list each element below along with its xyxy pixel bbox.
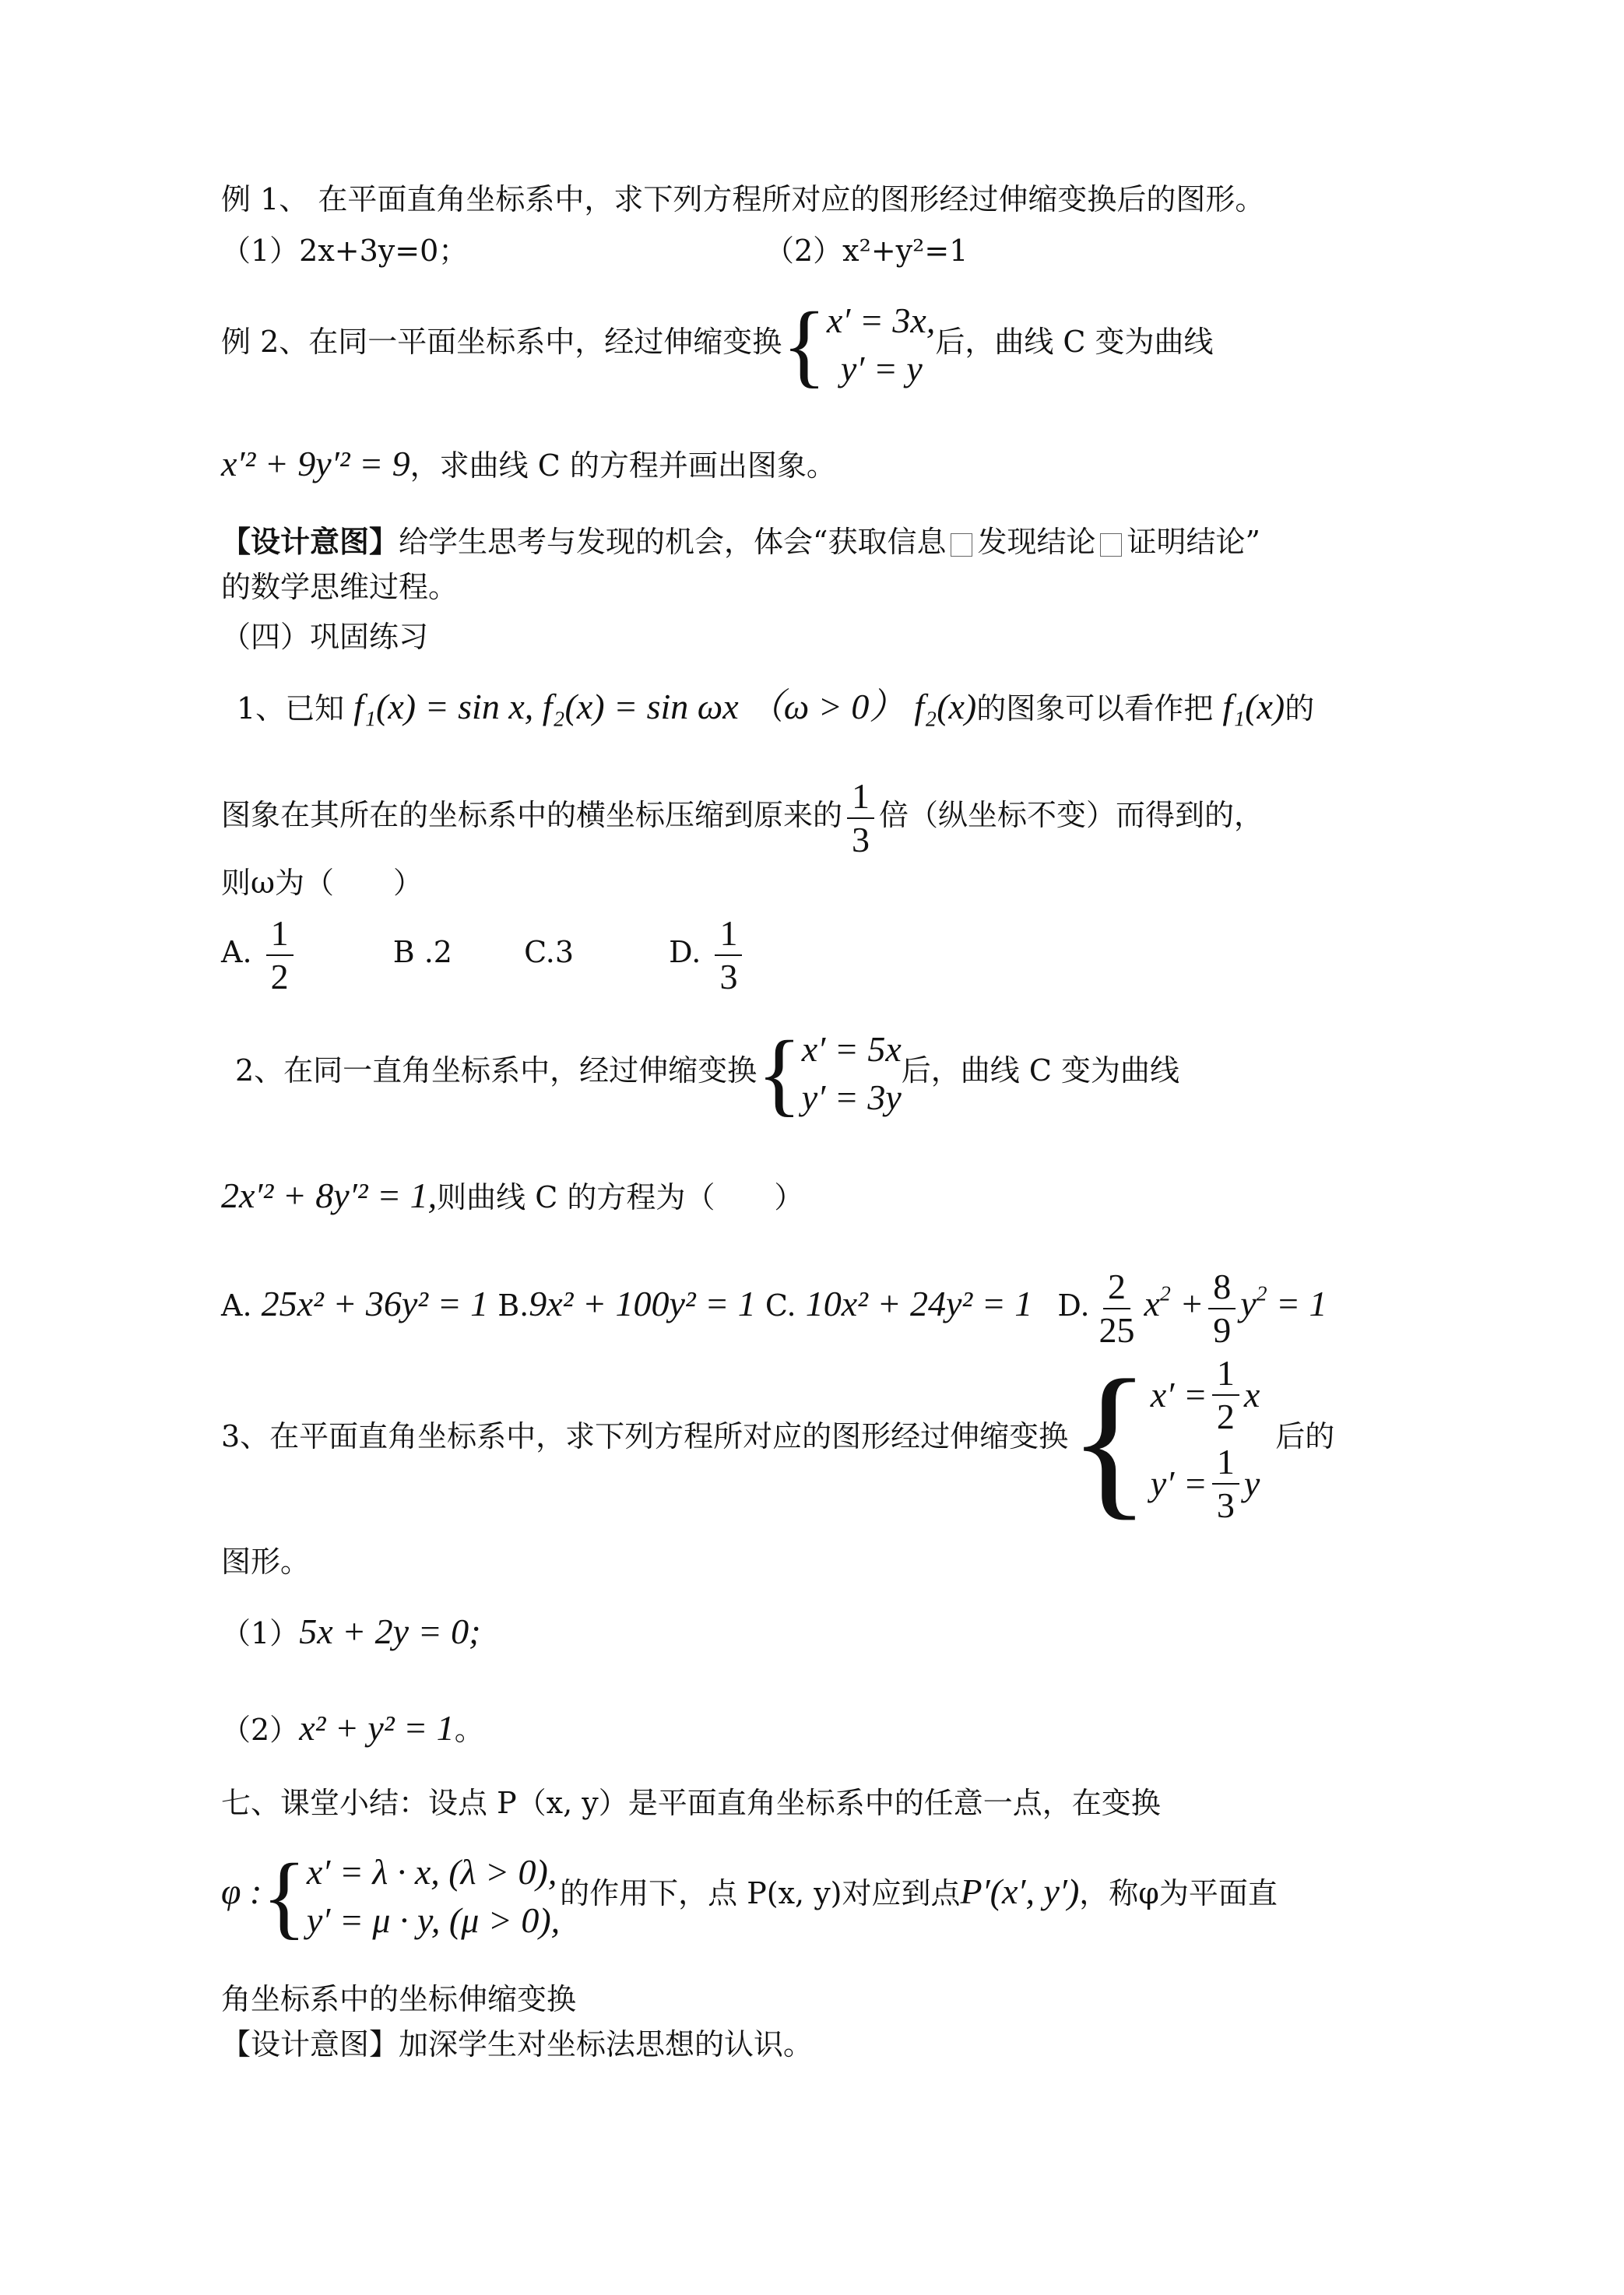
question-3-eq-1: 5x + 2y = 0;	[299, 1611, 481, 1651]
item-label: （2）	[221, 1713, 300, 1747]
question-3-post: 后的	[1275, 1419, 1335, 1453]
option-a: 25x² + 36y² = 1	[261, 1284, 489, 1323]
example-2-line	[221, 291, 1214, 396]
question-1-mid: 的图象可以看作把	[976, 691, 1214, 726]
summary-mid: 的作用下，点 P(x, y)对应到点	[560, 1876, 961, 1910]
question-1-line3: 则ω为（ ）	[221, 866, 423, 900]
question-3-eq-x-lhs: x′ =	[1150, 1374, 1207, 1415]
option-d-value	[715, 912, 742, 996]
fraction-denominator: 2	[1216, 1396, 1235, 1436]
option-c-label: C.	[765, 1288, 796, 1323]
design-note-label: 【设计意图】	[221, 2027, 399, 2061]
question-1-prefix: 1、已知	[237, 691, 345, 726]
summary-eq-x: x′ = λ · x, (λ > 0),	[306, 1851, 557, 1892]
section-heading: （四）巩固练习	[221, 620, 429, 654]
summary-line1: 七、课堂小结：设点 P（x, y）是平面直角坐标系中的任意一点，在变换	[221, 1786, 1161, 1820]
design-note-2	[221, 2026, 813, 2063]
design-note-text: 加深学生对坐标法思想的认识。	[399, 2027, 814, 2061]
question-3-item-1	[221, 1613, 480, 1652]
fraction-denominator: 3	[719, 956, 738, 996]
option-b: 9x² + 100y² = 1	[529, 1284, 756, 1323]
question-2-transform: { x′ = 5x y′ = 3y	[757, 1021, 902, 1125]
fraction-numerator: 8	[1208, 1269, 1236, 1309]
example-2-curve-eq: x′² + 9y′² = 9	[221, 444, 410, 483]
design-note-text: 给学生思考与发现的机会，体会“获取信息	[399, 525, 947, 559]
summary-end: ，称φ为平面直	[1079, 1876, 1278, 1910]
item-label: （1）	[221, 1616, 300, 1650]
fraction-numerator: 1	[1212, 1355, 1239, 1396]
example-2-eq-y: y′ = y	[840, 348, 923, 388]
option-a-value	[266, 912, 294, 996]
option-d-frac-2	[1208, 1266, 1236, 1350]
question-3-line1	[221, 1344, 1335, 1534]
example-2-task: ，求曲线 C 的方程并画出图象。	[410, 448, 836, 483]
question-2-text: 2、在同一直角坐标系中，经过伸缩变换	[235, 1053, 758, 1088]
design-note-end: 证明结论”	[1127, 525, 1260, 559]
placeholder-box	[1100, 533, 1122, 557]
question-3-item-2	[221, 1710, 484, 1748]
fraction-numerator: 1	[847, 778, 874, 819]
question-1-condition: （ω > 0）	[747, 687, 905, 726]
summary-eq-y: y′ = μ · y, (μ > 0),	[306, 1900, 561, 1940]
example-2-text: 例 2、在同一平面坐标系中，经过伸缩变换	[221, 325, 782, 359]
question-1-f1: f₁(x)	[1222, 687, 1285, 726]
question-1-f2: f₂(x)	[914, 687, 977, 726]
option-a-label: A.	[221, 1288, 252, 1323]
question-2-eq-y: y′ = 3y	[801, 1077, 902, 1117]
fraction-denominator: 25	[1098, 1309, 1135, 1350]
design-note-1	[221, 523, 1260, 561]
option-d-frac-1	[1095, 1266, 1140, 1350]
question-3-line2: 图形。	[221, 1545, 311, 1579]
design-note-mid: 发现结论	[977, 525, 1096, 559]
option-d-label: D.	[1057, 1288, 1090, 1323]
question-1-text: 图象在其所在的坐标系中的横坐标压缩到原来的	[221, 798, 843, 832]
question-3-text: 3、在平面直角坐标系中，求下列方程所对应的图形经过伸缩变换	[221, 1419, 1069, 1453]
option-a-label: A.	[221, 935, 252, 969]
phi-symbol: φ :	[221, 1871, 262, 1911]
fraction-denominator: 3	[1216, 1485, 1235, 1525]
fraction-numerator: 2	[1103, 1269, 1130, 1309]
question-2-post: 后，曲线 C 变为曲线	[901, 1053, 1179, 1088]
option-d-label: D.	[669, 935, 701, 969]
question-2-curve-eq: 2x′² + 8y′² = 1,	[221, 1176, 438, 1215]
question-3-eq-2: x² + y² = 1	[299, 1708, 455, 1748]
question-3-eq-y-var: y	[1243, 1463, 1260, 1503]
fraction-numerator: 1	[266, 916, 294, 956]
example-2-line2	[221, 445, 836, 484]
option-b-label: B.	[497, 1288, 529, 1323]
design-note-1-line2: 的数学思维过程。	[221, 570, 459, 604]
question-1-options	[221, 909, 747, 995]
question-2-eq-x: x′ = 5x	[801, 1028, 902, 1069]
item-end: 。	[454, 1713, 484, 1747]
summary-point: P′(x′, y′)	[960, 1871, 1080, 1911]
example-2-eq-x: x′ = 3x,	[826, 300, 936, 340]
option-c: C.3	[524, 935, 575, 969]
question-2-line2	[221, 1177, 803, 1216]
placeholder-box	[951, 533, 972, 557]
summary-line3: 角坐标系中的坐标伸缩变换	[221, 1982, 577, 2016]
fraction-denominator: 9	[1213, 1309, 1232, 1350]
summary-line2	[221, 1839, 1278, 1946]
example-1-item-1: （1）2x+3y=0；	[221, 234, 469, 268]
question-2-task: 则曲线 C 的方程为（ ）	[437, 1180, 804, 1214]
fraction-numerator: 1	[1212, 1444, 1239, 1485]
fraction-one-third	[847, 775, 874, 859]
question-1-line2	[221, 772, 1264, 858]
question-3-eq-x-var: x	[1243, 1374, 1260, 1415]
question-1-end: 的	[1285, 691, 1315, 726]
example-1-item-2: （2）x²+y²=1	[765, 234, 968, 268]
fraction-numerator: 1	[715, 916, 742, 956]
question-1-text2: 倍（纵坐标不变）而得到的，	[879, 798, 1264, 832]
question-1-functions: f₁(x) = sin x, f₂(x) = sin ωx	[353, 687, 739, 726]
fraction-denominator: 2	[270, 956, 289, 996]
design-note-label: 【设计意图】	[221, 524, 399, 559]
question-2-options: A. 25x² + 36y² = 1 B.9x² + 100y² = 1 C. 10x² + 24y² = 1 D. $\frac{2}{25}$ $x^2$ + $\frac{8}{9}$ $y^2 = 1$	[221, 1266, 1327, 1350]
example-1-title: 例 1、 在平面直角坐标系中，求下列方程所对应的图形经过伸缩变换后的图形。	[221, 182, 1265, 216]
question-1-line1	[237, 688, 1314, 727]
option-c: 10x² + 24y² = 1	[805, 1284, 1033, 1323]
option-b: B .2	[392, 935, 452, 969]
example-2-transform: { x′ = 3x, y′ = y	[782, 292, 936, 396]
question-2-line1	[235, 1020, 1179, 1125]
example-2-post: 后，曲线 C 变为曲线	[935, 325, 1214, 359]
question-3-eq-y-lhs: y′ =	[1150, 1463, 1207, 1503]
summary-transform: { x′ = λ · x, (λ > 0), y′ = μ · y, (μ > 0),	[262, 1843, 561, 1948]
question-3-transform: { x′ = $\frac{1}{2}$ x y′ = $\frac{1}{3}$ y	[1068, 1344, 1260, 1534]
fraction-denominator: 3	[852, 819, 870, 859]
